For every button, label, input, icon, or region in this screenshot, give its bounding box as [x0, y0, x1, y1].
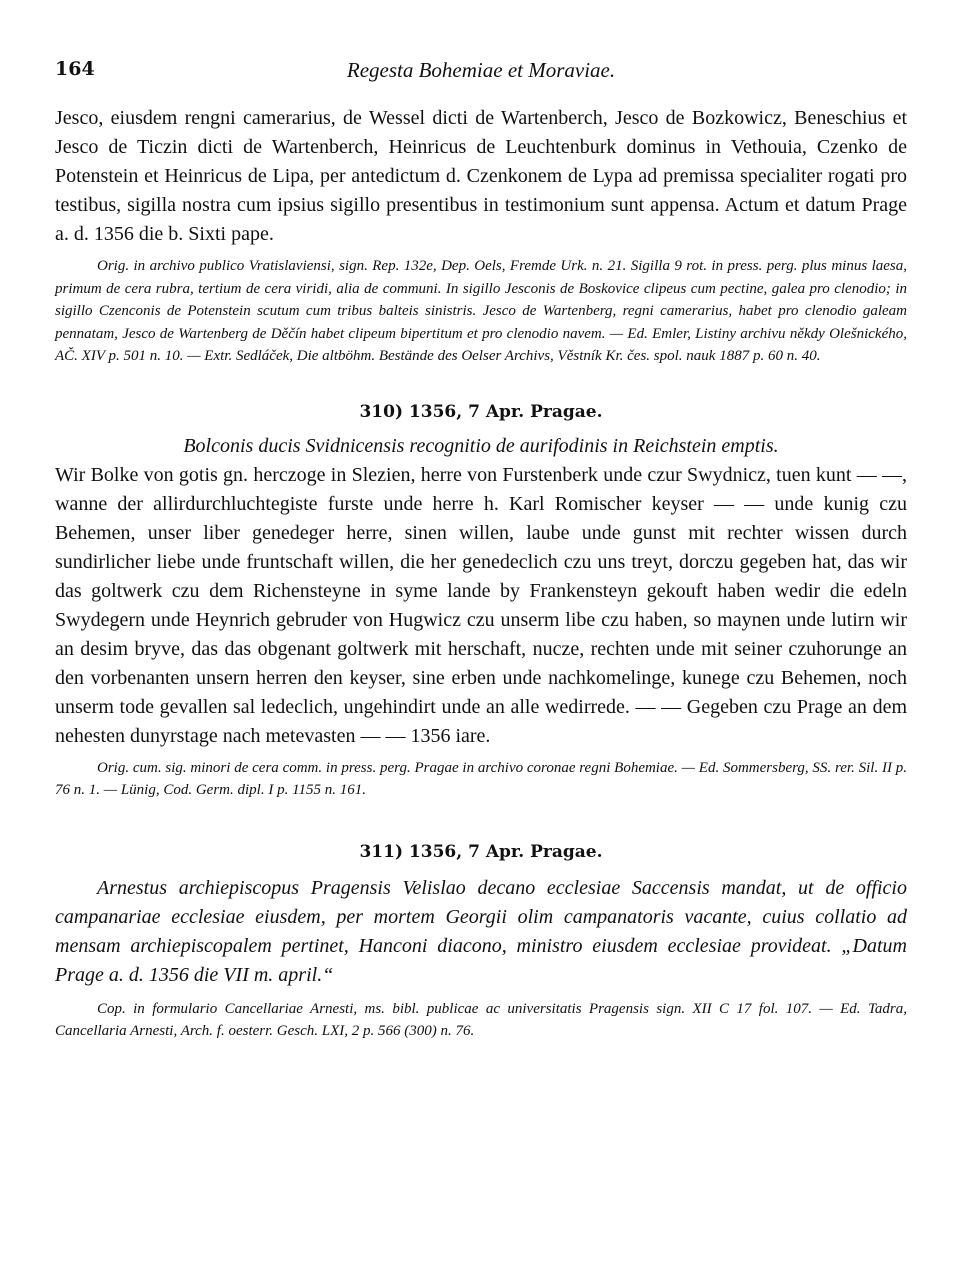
regest-311: Arnestus archiepiscopus Pragensis Velislao decano ecclesiae Saccensis mandat, ut de officio campanariae ecclesiae eiusdem, per mortem Georgii olim campanatoris vacante, cuius collatio ad mensam archiepiscopalem pertinet, Hanconi diacono, ministro eiusdem ecclesiae provideat. „Datum Prage a. d. 1356 die VII m. april.“ — [55, 876, 907, 986]
running-head — [55, 58, 907, 92]
regest-310: Bolconis ducis Svidnicensis recognitio de aurifodinis in Reichstein emptis. — [183, 434, 779, 457]
source-note-311: Cop. in formulario Cancellariae Arnesti, ms. bibl. publicae ac universitatis Pragensis sign. XII C 17 fol. 107. — Ed. Tadra, Cancellaria Arnesti, Arch. f. oesterr. Gesch. LXI, 2 p. 566 (300) n. 76. — [55, 1000, 907, 1039]
running-title: Regesta Bohemiae et Moraviae. — [346, 58, 616, 82]
document-text-310: Wir Bolke von gotis gn. herczoge in Slezien, herre von Furstenberk unde czur Swydnicz, tuen kunt — —, wanne der allirdurchluchtegiste furste unde herre h. Karl Romischer keyser — — unde kunig czu Behemen, unser liber genedeger herre, sinen willen, laube unde gunst mit rechter wissen durch sundirlicher liebe unde fruntschaft willen, die her genedeclich czu uns treyt, dorczu gegeben hat, das wir das goltwerk czu dem Richensteyne in syme lande by Frankensteyn gekouft haben wedir die edeln Swydegern unde Heynrich gebruder von Hugwicz czu unserm libe czu haben, so maynen unde lutirn wir an desim bryve, das das obgenant goltwerk mit herschaft, nucze, rechten unde mit seiner czuhorunge an den vorbenanten unsern herren den keyser, sine erben unde nachkomelinge, kunege czu Behemen, noch unserm tode gevallen sal ledeclich, ungehindirt unde an alle wedirrede. — — Gegeben czu Prage an dem nehesten dunyrstage nach metevasten — — 1356 iare. — [55, 463, 907, 747]
continuation-source-note: Orig. in archivo publico Vratislaviensi, sign. Rep. 132e, Dep. Oels, Fremde Urk. n. 21. Sigilla 9 rot. in press. perg. plus minus laesa, primum de cera rubra, tertium de cera viridi, alia de communi. In sigillo Jesconis de Boskovice clipeus cum pectine, galea pro clenodio; in sigillo Czenconis de Potenstein scutum cum tribus balteis sinistris. Jesco de Wartenberg, regni camerarius, habet pro clenodio galeam pennatam, Jesco de Wartenberg de Děčín habet clipeum bipertitum et pro clenodio navem. — Ed. Emler, Listiny archivu někdy Olešnického, AČ. XIV p. 501 n. 10. — Extr. Sedláček, Die altböhm. Bestände des Oelser Archivs, Věstník Kr. čes. spol. nauk 1887 p. 60 n. 40. — [55, 258, 907, 364]
document-heading-311: 311) 1356, 7 Apr. Pragae. — [359, 841, 603, 862]
source-note-310: Orig. cum. sig. minori de cera comm. in press. perg. Pragae in archivo coronae regni Bohemiae. — Ed. Sommersberg, SS. rer. Sil. II p. 76 n. 1. — Lünig, Cod. Germ. dipl. I p. 1155 n. 161. — [55, 759, 907, 798]
continuation-text: Jesco, eiusdem rengni camerarius, de Wessel dicti de Wartenberch, Jesco de Bozkowicz, Beneschius et Jesco de Ticzin dicti de Wartenberch, Heinricus de Leuchtenburk dominus in Vethouia, Czenko de Potenstein et Heinricus de Lipa, per antedictum d. Czenkonem de Lypa ad premissa specialiter rogati pro testibus, sigilla nostra cum ipsius sigillo presentibus in testimonium sunt appensa. Actum et datum Prage a. d. 1356 die b. Sixti pape. — [55, 107, 907, 245]
document-heading-310: 310) 1356, 7 Apr. Pragae. — [359, 401, 603, 422]
page — [55, 58, 907, 1043]
page-number: 164 — [55, 58, 95, 80]
